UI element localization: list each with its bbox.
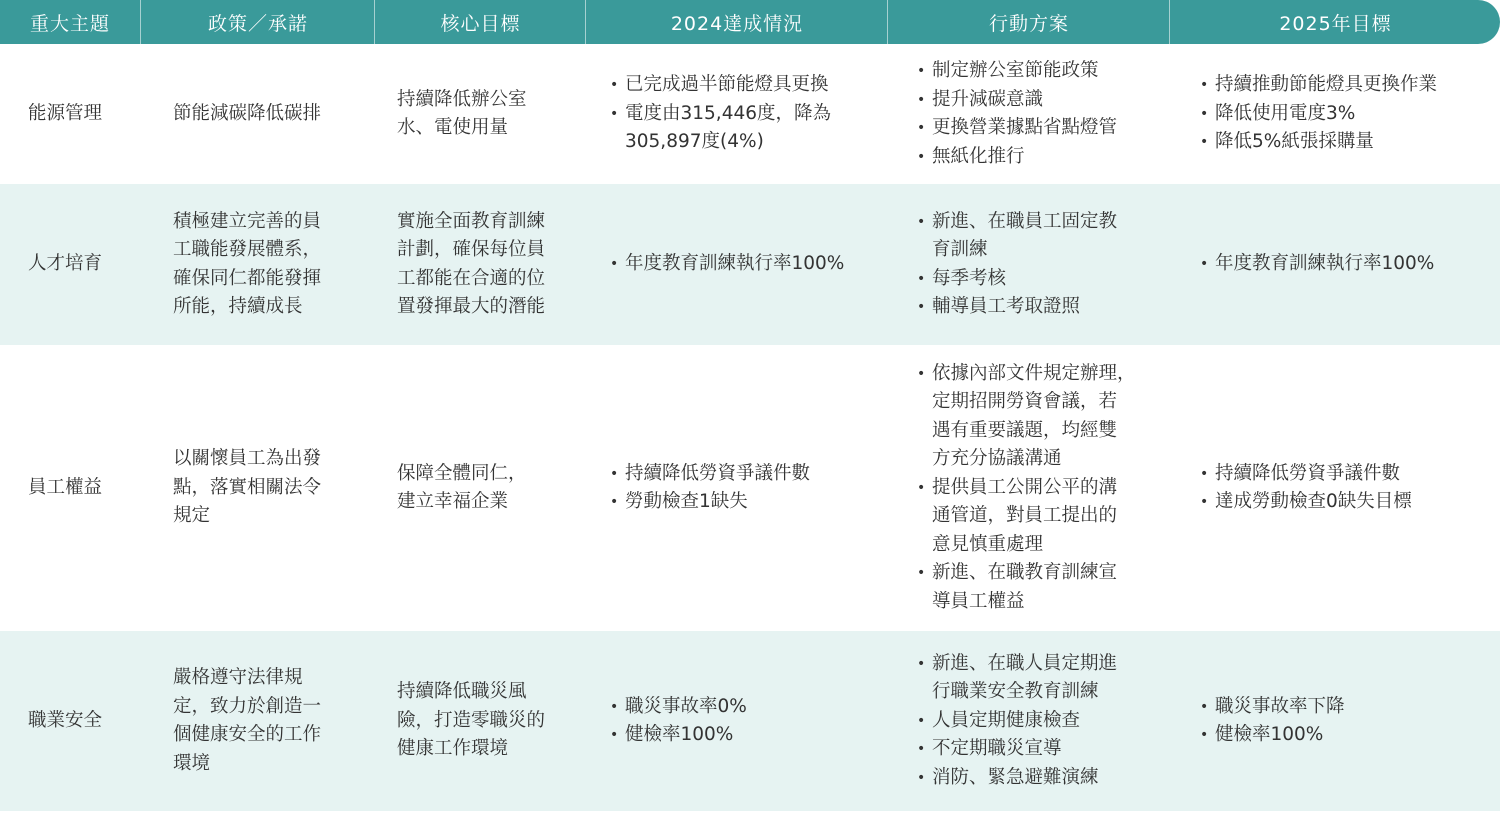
cell-policy <box>173 345 363 631</box>
achieved-list <box>607 693 882 750</box>
policy-line: 規定 <box>173 505 211 527</box>
cell-target2025 <box>1197 44 1492 184</box>
cell-target2025 <box>1197 345 1492 631</box>
list-item: • 制定辦公室節能政策 <box>914 57 1166 86</box>
cell-achieved <box>607 631 882 811</box>
list-item: • 降低使用電度3% <box>1197 100 1492 129</box>
header-policy: 政策／承諾 <box>140 0 375 44</box>
list-item: • 已完成過半節能燈具更換 <box>607 71 882 100</box>
cell-topic <box>28 44 138 184</box>
achieved-list <box>607 460 882 517</box>
topic-label: 職業安全 <box>28 709 103 731</box>
goal-line: 實施全面教育訓練 <box>397 210 546 232</box>
list-item: • 提升減碳意識 <box>914 86 1166 115</box>
header-achieved: 2024達成情況 <box>585 0 888 44</box>
list-item: • 持續降低勞資爭議件數 <box>1197 460 1492 489</box>
topic-label: 員工權益 <box>28 476 103 498</box>
policy-line: 以關懷員工為出發 <box>173 448 322 470</box>
cell-policy <box>173 44 363 184</box>
goal-line: 險，打造零職災的 <box>397 709 546 731</box>
list-item: • 健檢率100% <box>1197 721 1492 750</box>
list-item: • 新進、在職員工固定教 育訓練 <box>914 208 1166 265</box>
list-item: • 更換營業據點省點燈管 <box>914 114 1166 143</box>
cell-topic <box>28 184 138 345</box>
list-item: • 達成勞動檢查0缺失目標 <box>1197 488 1492 517</box>
table-header <box>0 0 1500 44</box>
header-goal: 核心目標 <box>374 0 586 44</box>
policy-line: 個健康安全的工作 <box>173 724 322 745</box>
cell-goal <box>397 184 569 345</box>
goal-line: 保障全體同仁， <box>397 462 527 484</box>
list-item: • 新進、在職人員定期進 行職業安全教育訓練 <box>914 650 1166 707</box>
goal-line: 建立幸福企業 <box>397 491 509 512</box>
actions-list <box>914 360 1166 617</box>
goal-line: 計劃，確保每位員 <box>397 239 546 260</box>
goal-line: 置發揮最大的潛能 <box>397 296 546 317</box>
cell-goal <box>397 631 569 811</box>
list-item: • 輔導員工考取證照 <box>914 293 1166 322</box>
cell-actions <box>914 345 1166 631</box>
list-item: • 年度教育訓練執行率100% <box>607 250 882 279</box>
cell-topic <box>28 631 138 811</box>
policy-line: 定，致力於創造一 <box>173 695 322 717</box>
policy-line: 點，落實相關法令 <box>173 476 322 498</box>
policy-line: 工職能發展體系， <box>173 239 322 260</box>
policy-line: 確保同仁都能發揮 <box>173 267 322 289</box>
list-item: • 無紙化推行 <box>914 143 1166 172</box>
header-topic: 重大主題 <box>29 12 110 35</box>
cell-goal <box>397 44 569 184</box>
target2025-list <box>1197 460 1492 517</box>
header-target2025: 2025年目標 <box>1169 0 1500 44</box>
achieved-list <box>607 71 882 157</box>
list-item: • 依據內部文件規定辦理， 定期招開勞資會議，若 遇有重要議題，均經雙 方充分協議溝通 <box>914 360 1166 474</box>
actions-list <box>914 208 1166 322</box>
list-item: • 降低5%紙張採購量 <box>1197 128 1492 157</box>
list-item: • 消防、緊急避難演練 <box>914 764 1166 793</box>
cell-goal <box>397 345 569 631</box>
goal-line: 健康工作環境 <box>397 738 509 760</box>
actions-list <box>914 650 1166 793</box>
cell-actions <box>914 44 1166 184</box>
actions-list <box>914 57 1166 171</box>
goal-line: 水、電使用量 <box>397 117 509 138</box>
goal-line: 持續降低辦公室 <box>397 88 527 110</box>
list-item: • 人員定期健康檢查 <box>914 707 1166 736</box>
policy-line: 節能減碳降低碳排 <box>173 102 322 124</box>
cell-achieved <box>607 44 882 184</box>
list-item: • 健檢率100% <box>607 721 882 750</box>
table-row <box>0 631 1500 811</box>
table-row <box>0 44 1500 184</box>
header-actions: 行動方案 <box>887 0 1170 44</box>
cell-actions <box>914 184 1166 345</box>
cell-target2025 <box>1197 184 1492 345</box>
list-item: • 持續推動節能燈具更換作業 <box>1197 71 1492 100</box>
cell-actions <box>914 631 1166 811</box>
target2025-list <box>1197 71 1492 157</box>
list-item: • 提供員工公開公平的溝 通管道，對員工提出的 意見慎重處理 <box>914 474 1166 560</box>
topic-label: 人才培育 <box>28 253 103 275</box>
list-item: • 年度教育訓練執行率100% <box>1197 250 1492 279</box>
table-row <box>0 345 1500 631</box>
target2025-list <box>1197 693 1492 750</box>
list-item: • 每季考核 <box>914 265 1166 294</box>
policy-line: 所能，持續成長 <box>173 296 303 317</box>
topic-label: 能源管理 <box>28 102 103 124</box>
list-item: • 持續降低勞資爭議件數 <box>607 460 882 489</box>
policy-line: 積極建立完善的員 <box>173 210 322 232</box>
achieved-list <box>607 250 882 279</box>
cell-achieved <box>607 345 882 631</box>
list-item: • 職災事故率下降 <box>1197 693 1492 722</box>
list-item: • 職災事故率0% <box>607 693 882 722</box>
goal-line: 持續降低職災風 <box>397 681 527 703</box>
list-item: • 新進、在職教育訓練宣 導員工權益 <box>914 559 1166 616</box>
table-row <box>0 184 1500 345</box>
cell-target2025 <box>1197 631 1492 811</box>
list-item: • 勞動檢查1缺失 <box>607 488 882 517</box>
list-item: • 不定期職災宣導 <box>914 735 1166 764</box>
policy-line: 嚴格遵守法律規 <box>173 667 303 688</box>
cell-topic <box>28 345 138 631</box>
target2025-list <box>1197 250 1492 279</box>
policy-line: 環境 <box>173 752 211 774</box>
cell-achieved <box>607 184 882 345</box>
cell-policy <box>173 631 363 811</box>
goal-line: 工都能在合適的位 <box>397 267 546 289</box>
list-item: • 電度由315,446度，降為 305,897度(4%) <box>607 100 882 157</box>
cell-policy <box>173 184 363 345</box>
